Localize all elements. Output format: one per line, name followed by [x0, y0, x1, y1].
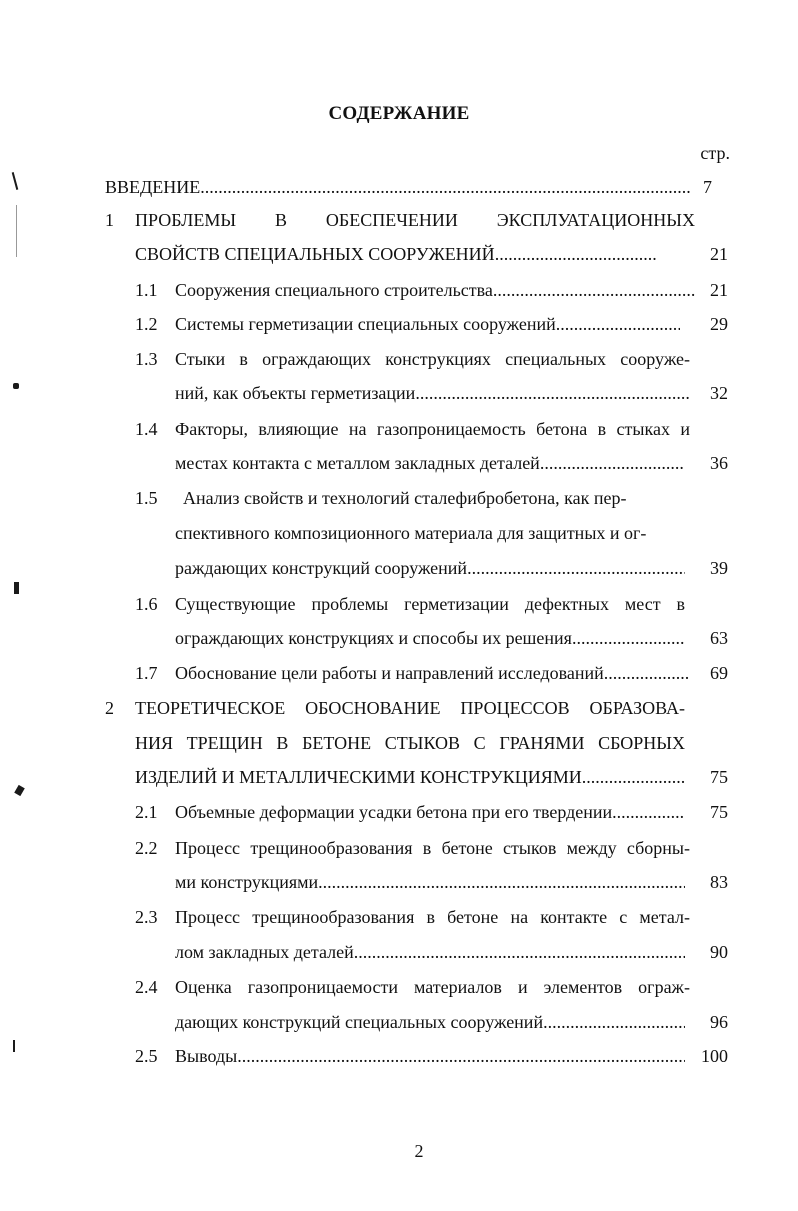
section-number: 1.4 — [135, 419, 158, 439]
toc-page-number: 63 — [710, 628, 728, 648]
section-number: 1.1 — [135, 280, 158, 300]
scan-artifact — [13, 1040, 15, 1052]
section-title-line: ний, как объекты герметизации — [175, 383, 416, 403]
section-title-line: дающих конструкций специальных сооружений — [175, 1012, 544, 1032]
toc-page-number: 75 — [710, 767, 728, 787]
section-number: 1.6 — [135, 594, 158, 614]
section-number: 2.2 — [135, 838, 158, 858]
toc-entry-2-4[interactable] — [135, 973, 690, 1001]
chapter-number: 2 — [105, 698, 114, 718]
toc-page-number: 96 — [710, 1012, 728, 1032]
section-title: Выводы — [175, 1046, 238, 1066]
section-title-line: спективного композиционного материала для защитных и ог- — [175, 523, 647, 543]
section-number: 2.5 — [135, 1046, 158, 1066]
section-number: 2.3 — [135, 907, 158, 927]
toc-page-number: 69 — [710, 663, 728, 683]
section-title-line: Процесс трещинообразования в бетоне на контакте с метал- — [175, 907, 690, 927]
chapter-title-word: ПРОБЛЕМЫ — [135, 210, 237, 230]
section-title-line: Анализ свойств и технологий сталефибробетона, как пер- — [183, 488, 627, 508]
section-number: 1.5 — [135, 488, 158, 508]
toc-page-number: 36 — [710, 453, 728, 473]
section-title: Обоснование цели работы и направлений исследований — [175, 663, 604, 683]
scan-artifact — [16, 205, 17, 257]
section-title-line: Процесс трещинообразования в бетоне стыков между сборны- — [175, 838, 690, 858]
toc-chapter-1[interactable] — [105, 206, 705, 234]
section-title-line: ми конструкциями — [175, 872, 319, 892]
toc-entry-title: ВВЕДЕНИЕ — [105, 177, 201, 197]
toc-entry-1-6[interactable] — [135, 590, 685, 618]
scan-artifact — [13, 383, 19, 389]
section-title-line: местах контакта с металлом закладных деталей — [175, 453, 540, 473]
toc-entry-1-3[interactable] — [135, 345, 690, 373]
section-title: Системы герметизации специальных сооружений — [175, 314, 556, 334]
section-number: 1.2 — [135, 314, 158, 334]
chapter-title-word: ОБЕСПЕЧЕНИИ — [325, 210, 458, 230]
scan-artifact — [14, 582, 19, 594]
toc-page-number: 90 — [710, 942, 728, 962]
section-title: Сооружения специального строительства — [175, 280, 493, 300]
chapter-title-line: СВОЙСТВ СПЕЦИАЛЬНЫХ СООРУЖЕНИЙ — [135, 244, 495, 264]
toc-entry-1-4[interactable] — [135, 415, 690, 443]
section-number: 2.1 — [135, 802, 158, 822]
chapter-title-line: ТЕОРЕТИЧЕСКОЕ ОБОСНОВАНИЕ ПРОЦЕССОВ ОБРАЗОВА- — [135, 698, 685, 718]
toc-page-number: 21 — [710, 244, 728, 264]
section-title-line: раждающих конструкций сооружений — [175, 558, 468, 578]
section-number: 1.7 — [135, 663, 158, 683]
toc-page-number: 39 — [710, 558, 728, 578]
toc-page-number: 32 — [710, 383, 728, 403]
toc-entry-2-2[interactable] — [135, 834, 690, 862]
section-title-line: Факторы, влияющие на газопроницаемость бетона в стыках и — [175, 419, 690, 439]
toc-page-number: 29 — [710, 314, 728, 334]
page-title: СОДЕРЖАНИЕ — [328, 103, 470, 124]
toc-page-number: 7 — [703, 177, 712, 197]
section-number: 2.4 — [135, 977, 158, 997]
chapter-title-line: ИЗДЕЛИЙ И МЕТАЛЛИЧЕСКИМИ КОНСТРУКЦИЯМИ — [135, 767, 582, 787]
toc-entry-1-5[interactable] — [135, 484, 695, 512]
chapter-title-line: НИЯ ТРЕЩИН В БЕТОНЕ СТЫКОВ С ГРАНЯМИ СБОРНЫХ — [135, 733, 685, 753]
section-title-line: ограждающих конструкциях и способы их решения — [175, 628, 572, 648]
toc-page-number: 21 — [710, 280, 728, 300]
toc-entry-2-3[interactable] — [135, 903, 690, 931]
toc-page-number: 100 — [701, 1046, 728, 1066]
chapter-number: 1 — [105, 210, 114, 230]
section-title-line: Стыки в ограждающих конструкциях специальных сооруже- — [175, 349, 690, 369]
chapter-title-word: В — [274, 210, 287, 230]
section-number: 1.3 — [135, 349, 158, 369]
section-title-line: Оценка газопроницаемости материалов и элементов ограж- — [175, 977, 690, 997]
page-column-label: стр. — [700, 143, 730, 163]
section-title-line: лом закладных деталей — [175, 942, 354, 962]
chapter-title-word: ЭКСПЛУАТАЦИОННЫХ — [496, 210, 695, 230]
section-title-line: Существующие проблемы герметизации дефектных мест в — [175, 594, 685, 614]
toc-page-number: 75 — [710, 802, 728, 822]
toc-chapter-2[interactable] — [105, 694, 685, 722]
page-number: 2 — [414, 1141, 424, 1161]
section-title: Объемные деформации усадки бетона при его твердении — [175, 802, 613, 822]
toc-page-number: 83 — [710, 872, 728, 892]
